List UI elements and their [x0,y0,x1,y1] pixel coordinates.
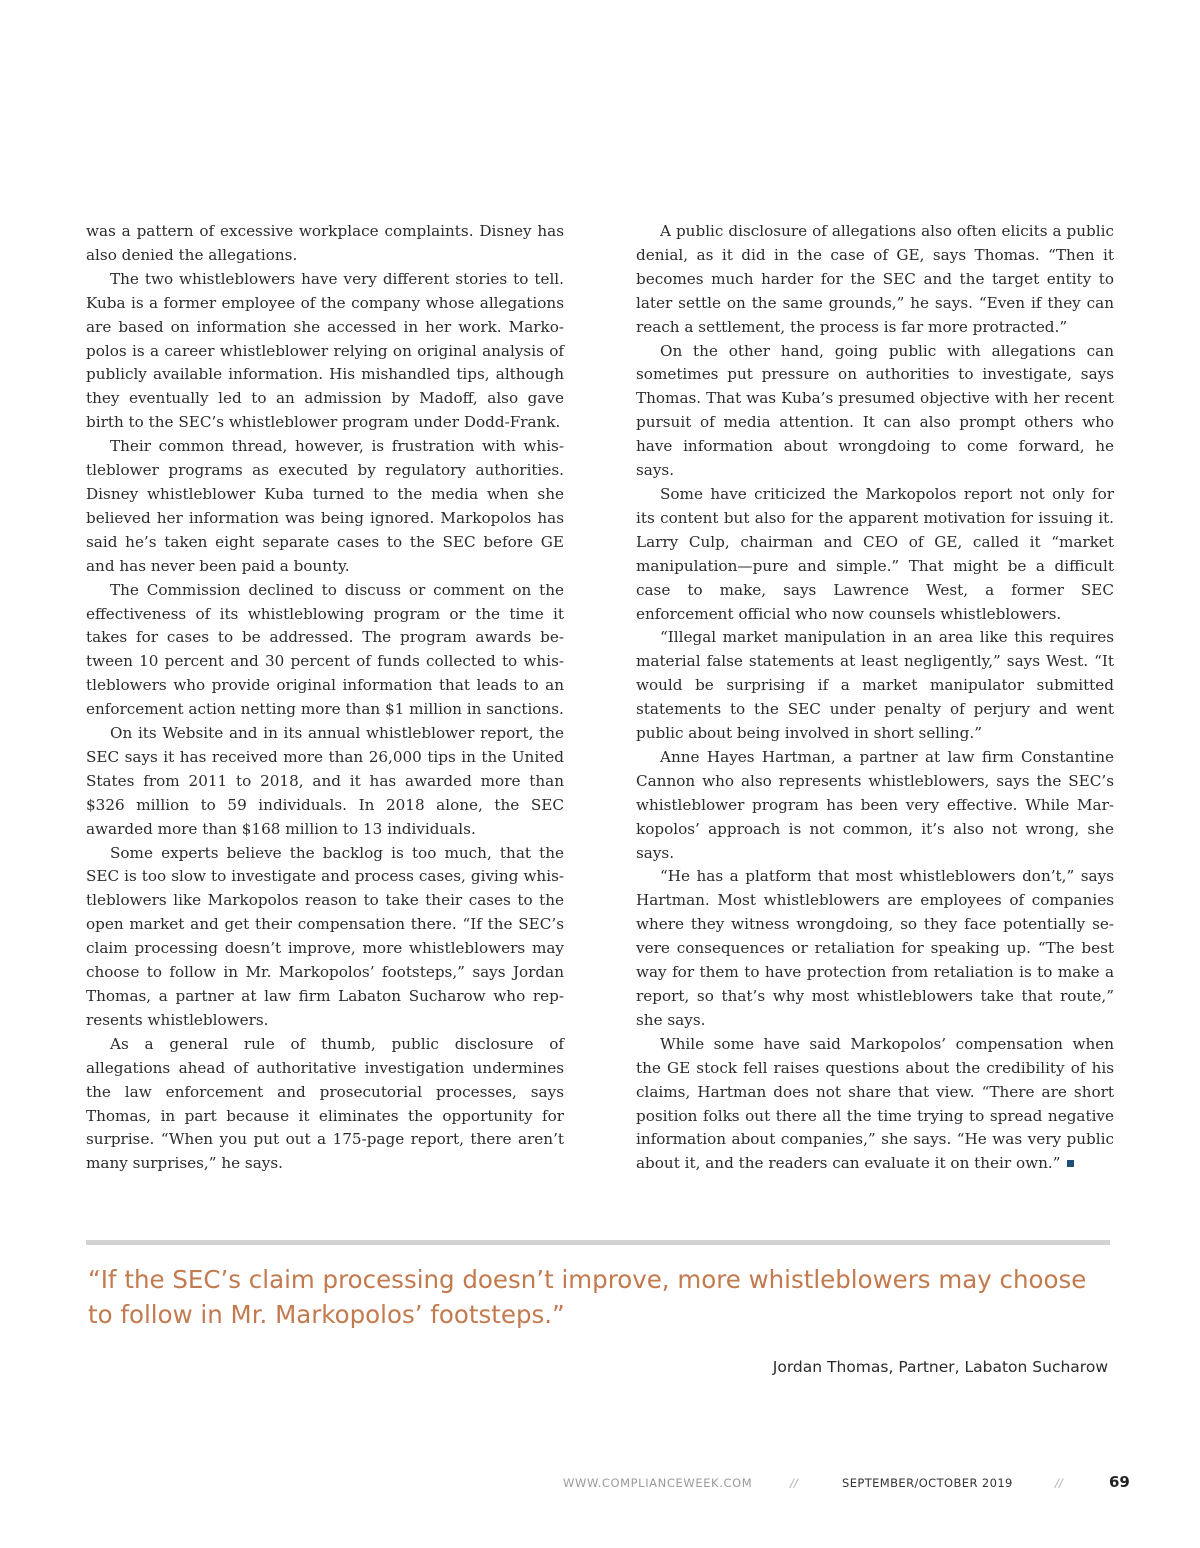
paragraph: Anne Hayes Hartman, a partner at law firm Constantine Cannon who also represents whistleblowers, says the SEC’s whistleblower program has been very effective. While Markopolos’ approach is not common, it’s also not wrong, she says. [636,747,1114,862]
paragraph: “Illegal market manipulation in an area like this requires material false statements at least negligently,” says West. “It would be surprising if a market manipulator submitted statements to the SEC under penalty of perjury and went public about being involved in short selling.” [636,628,1114,743]
paragraph: Some experts believe the backlog is too much, that the SEC is too slow to investigate and process cases, giving whistleblowers like Markopolos reason to take their cases to the open market and get their compensation there. “If the SEC’s claim processing doesn’t improve, more whistleblowers may choose to follow in Mr. Markopolos’ footsteps,” says Jordan Thomas, a partner at law firm Labaton Sucharow who represents whistleblowers. [86,843,564,1029]
paragraph: On its Website and in its annual whistleblower report, the SEC says it has received more than 26,000 tips in the United States from 2011 to 2018, and it has awarded more than $326 million to 59 individuals. In 2018 alone, the SEC awarded more than $168 million to 13 individuals. [86,724,564,838]
paragraph: Their common thread, however, is frustration with whistleblower programs as executed by regulatory authorities. Disney whistleblower Kuba turned to the media when she believed her information was being ignored. Markopolos has said he’s taken eight separate cases to the SEC before GE and has never been paid a bounty. [86,437,564,575]
footer-separator: // [1055,1476,1063,1490]
footer-url: WWW.COMPLIANCEWEEK.COM [563,1476,753,1490]
pull-quote-attribution: Jordan Thomas, Partner, Labaton Sucharow [772,1358,1108,1376]
footer-issue-date: SEPTEMBER/OCTOBER 2019 [842,1476,1013,1490]
paragraph: A public disclosure of allegations also often elicits a public denial, as it did in the case of GE, says Thomas. “Then it becomes much harder for the SEC and the target entity to later settle on the same grounds,” he says. “Even if they can reach a settlement, the process is far more protracted.” [636,222,1114,336]
pull-quote-rule [86,1240,1110,1245]
paragraph: The two whistleblowers have very different stories to tell. Kuba is a former employee of the company whose allegations are based on information she accessed in her work. Markopolos is a career whistleblower relying on original analysis of publicly available information. His mishandled tips, although they eventually led to an admission by Madoff, also gave birth to the SEC’s whistleblower program under Dodd-Frank. [86,269,564,432]
paragraph-last-text: While some have said Markopolos’ compensation when the GE stock fell raises questions about the credibility of his claims, Hartman does not share that view. “There are short position folks out there all the time trying to spread negative information about companies,” she says. “He was very public about it, and the readers can evaluate it on their own.” [636,1034,1114,1173]
footer-separator: // [790,1476,798,1490]
article-column-right [636,220,1114,1176]
page-footer [0,1473,1200,1493]
paragraph-last [636,1033,1114,1176]
paragraph: As a general rule of thumb, public disclosure of allegations ahead of authoritative investigation undermines the law enforcement and prosecutorial processes, says Thomas, in part because it eliminates the opportunity for surprise. “When you put out a 175-page report, there aren’t many surprises,” he says. [86,1034,564,1173]
article-column-left [86,220,564,1176]
paragraph: Some have criticized the Markopolos report not only for its content but also for the apparent motivation for issuing it. Larry Culp, chairman and CEO of GE, called it “market manipulation—pure and simple.” That might be a difficult case to make, says Lawrence West, a former SEC enforcement official who now counsels whistleblowers. [636,484,1114,623]
end-of-article-mark [1067,1160,1074,1167]
paragraph: “He has a platform that most whistleblowers don’t,” says Hartman. Most whistleblowers are employees of companies where they witness wrongdoing, so they face potentially severe consequences or retaliation for speaking up. “The best way for them to have protection from retaliation is to make a report, so that’s why most whistleblowers take that route,” she says. [636,867,1114,1029]
paragraph: was a pattern of excessive workplace complaints. Disney has also denied the allegations. [86,222,564,264]
paragraph: On the other hand, going public with allegations can sometimes put pressure on authorities to investigate, says Thomas. That was Kuba’s presumed objective with her recent pursuit of media attention. It can also prompt others who have information about wrongdoing to come forward, he says. [636,341,1114,480]
paragraph: The Commission declined to discuss or comment on the effectiveness of its whistleblowing program or the time it takes for cases to be addressed. The program awards between 10 percent and 30 percent of funds collected to whistleblowers who provide original information that leads to an enforcement action netting more than $1 million in sanctions. [86,580,564,719]
pull-quote: “If the SEC’s claim processing doesn’t improve, more whistleblowers may choose to follow in Mr. Markopolos’ footsteps.” [88,1265,1087,1329]
page-number: 69 [1109,1473,1130,1491]
